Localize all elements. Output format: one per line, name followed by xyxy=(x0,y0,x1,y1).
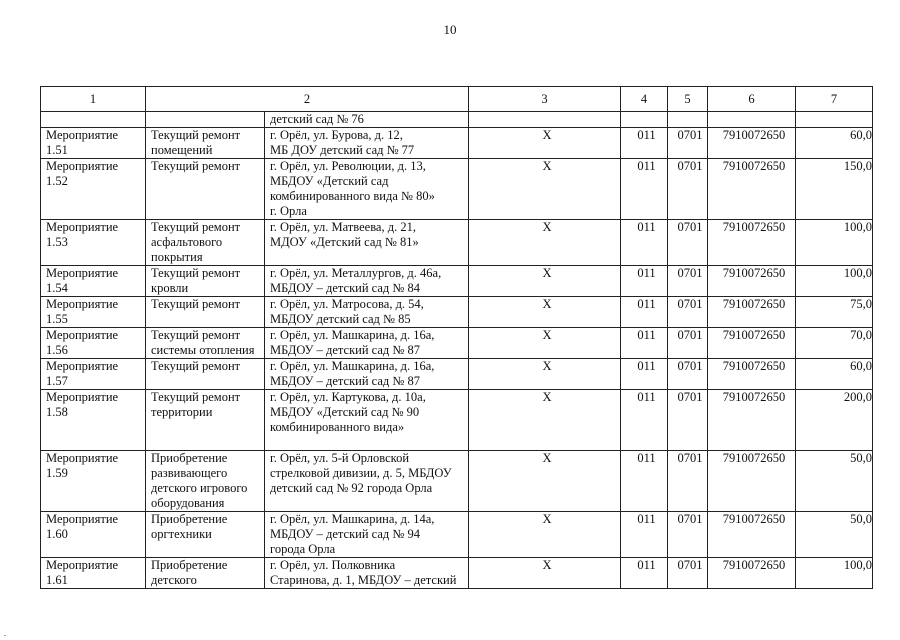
column-number: 7 xyxy=(796,87,873,112)
column-5-cell: 0701 xyxy=(668,359,708,390)
column-4-cell: 011 xyxy=(621,390,668,451)
address-line: МБДОУ – детский сад № 94 xyxy=(270,527,420,541)
work-type-cell xyxy=(146,128,265,159)
event-label-line: Мероприятие xyxy=(46,220,119,234)
column-5-cell: 0701 xyxy=(668,159,708,220)
address-cell xyxy=(265,112,469,128)
work-type-line: территории xyxy=(151,405,213,419)
amount-cell: 60,0 xyxy=(796,128,873,159)
table-row xyxy=(41,328,873,359)
column-6-cell: 7910072650 xyxy=(708,451,796,512)
column-6-cell: 7910072650 xyxy=(708,390,796,451)
column-4-cell: 011 xyxy=(621,558,668,589)
work-type-line: Текущий ремонт xyxy=(151,359,241,373)
event-label-line: 1.55 xyxy=(46,312,68,326)
column-3-cell: X xyxy=(469,128,621,159)
work-type-cell xyxy=(146,297,265,328)
column-6-cell: 7910072650 xyxy=(708,359,796,390)
address-line: города Орла xyxy=(270,542,336,556)
address-line: стрелковой дивизии, д. 5, МБДОУ xyxy=(270,466,452,480)
work-type-line: детского xyxy=(151,573,197,587)
work-type-line: покрытия xyxy=(151,250,203,264)
column-3-cell: X xyxy=(469,159,621,220)
address-cell xyxy=(265,220,469,266)
event-label-line: 1.61 xyxy=(46,573,68,587)
continuation-row xyxy=(41,112,873,128)
amount-cell: 100,0 xyxy=(796,266,873,297)
column-4-cell: 011 xyxy=(621,359,668,390)
table-body xyxy=(41,112,873,589)
amount-cell xyxy=(796,112,873,128)
column-5-cell: 0701 xyxy=(668,512,708,558)
column-6-cell: 7910072650 xyxy=(708,128,796,159)
work-type-cell xyxy=(146,390,265,451)
column-3-cell: X xyxy=(469,297,621,328)
address-line: МБДОУ – детский сад № 84 xyxy=(270,281,420,295)
event-label-line: Мероприятие xyxy=(46,390,119,404)
work-type-line: детского игрового xyxy=(151,481,248,495)
address-line: детский сад № 92 города Орла xyxy=(270,481,433,495)
column-3-cell: X xyxy=(469,512,621,558)
address-line: г. Орёл, ул. Машкарина, д. 14а, xyxy=(270,512,435,526)
column-6-cell: 7910072650 xyxy=(708,558,796,589)
work-type-line: Приобретение xyxy=(151,558,228,572)
event-number-cell xyxy=(41,451,146,512)
amount-cell: 200,0 xyxy=(796,390,873,451)
work-type-line: кровли xyxy=(151,281,189,295)
column-4-cell: 011 xyxy=(621,266,668,297)
work-type-cell xyxy=(146,512,265,558)
column-number: 4 xyxy=(621,87,668,112)
address-cell xyxy=(265,328,469,359)
work-type-cell xyxy=(146,159,265,220)
work-type-cell xyxy=(146,220,265,266)
address-cell xyxy=(265,159,469,220)
column-number: 3 xyxy=(469,87,621,112)
column-number: 1 xyxy=(41,87,146,112)
work-type-cell xyxy=(146,112,265,128)
address-line xyxy=(270,435,468,450)
address-line: МБДОУ – детский сад № 87 xyxy=(270,343,420,357)
work-type-cell xyxy=(146,558,265,589)
column-4-cell: 011 xyxy=(621,512,668,558)
event-label-line: 1.52 xyxy=(46,174,68,188)
table-row xyxy=(41,390,873,451)
event-number-cell xyxy=(41,220,146,266)
work-type-cell xyxy=(146,451,265,512)
column-3-cell: X xyxy=(469,266,621,297)
event-label-line: 1.57 xyxy=(46,374,68,388)
address-line: МБДОУ детский сад № 85 xyxy=(270,312,411,326)
address-line: г. Орёл, ул. Бурова, д. 12, xyxy=(270,128,403,142)
column-number: 5 xyxy=(668,87,708,112)
address-cell xyxy=(265,128,469,159)
event-label-line: Мероприятие xyxy=(46,159,119,173)
work-type-line: Текущий ремонт xyxy=(151,220,241,234)
column-5-cell: 0701 xyxy=(668,220,708,266)
column-3-cell: X xyxy=(469,390,621,451)
amount-cell: 50,0 xyxy=(796,451,873,512)
table-row xyxy=(41,220,873,266)
address-cell xyxy=(265,390,469,451)
event-number-cell xyxy=(41,112,146,128)
address-line: МДОУ «Детский сад № 81» xyxy=(270,235,419,249)
table-row xyxy=(41,266,873,297)
work-type-line: Текущий ремонт xyxy=(151,128,241,142)
event-label-line: Мероприятие xyxy=(46,558,119,572)
work-type-line: Приобретение xyxy=(151,451,228,465)
address-line: г. Орёл, ул. Картукова, д. 10а, xyxy=(270,390,426,404)
table-row xyxy=(41,359,873,390)
amount-cell: 60,0 xyxy=(796,359,873,390)
amount-cell: 150,0 xyxy=(796,159,873,220)
column-number-row xyxy=(41,87,873,112)
column-3-cell: X xyxy=(469,328,621,359)
address-line: г. Орёл, ул. Полковника xyxy=(270,558,396,572)
address-line: г. Орла xyxy=(270,204,307,218)
address-cell xyxy=(265,558,469,589)
address-line: г. Орёл, ул. Машкарина, д. 16а, xyxy=(270,328,435,342)
column-3-cell: X xyxy=(469,220,621,266)
column-5-cell xyxy=(668,112,708,128)
work-type-line: Текущий ремонт xyxy=(151,266,241,280)
event-number-cell xyxy=(41,558,146,589)
column-4-cell: 011 xyxy=(621,159,668,220)
column-4-cell: 011 xyxy=(621,297,668,328)
event-label-line: Мероприятие xyxy=(46,359,119,373)
table-row xyxy=(41,297,873,328)
column-5-cell: 0701 xyxy=(668,266,708,297)
address-line: МБ ДОУ детский сад № 77 xyxy=(270,143,415,157)
event-label-line: Мероприятие xyxy=(46,128,119,142)
event-number-cell xyxy=(41,512,146,558)
work-type-cell xyxy=(146,328,265,359)
column-4-cell: 011 xyxy=(621,128,668,159)
event-label-line: 1.58 xyxy=(46,405,68,419)
work-type-line: Текущий ремонт xyxy=(151,328,241,342)
address-cell xyxy=(265,451,469,512)
event-number-cell xyxy=(41,328,146,359)
column-6-cell: 7910072650 xyxy=(708,297,796,328)
table-row xyxy=(41,512,873,558)
margin-mark: . xyxy=(4,629,6,638)
work-type-cell xyxy=(146,359,265,390)
table-row xyxy=(41,558,873,589)
address-line: г. Орёл, ул. Матвеева, д. 21, xyxy=(270,220,416,234)
event-label-line: 1.54 xyxy=(46,281,68,295)
event-label-line: Мероприятие xyxy=(46,451,119,465)
work-type-line: системы отопления xyxy=(151,343,255,357)
amount-cell: 70,0 xyxy=(796,328,873,359)
address-line: г. Орёл, ул. Машкарина, д. 16а, xyxy=(270,359,435,373)
work-type-line: Приобретение xyxy=(151,512,228,526)
amount-cell: 100,0 xyxy=(796,558,873,589)
work-type-line: Текущий ремонт xyxy=(151,159,241,173)
event-number-cell xyxy=(41,390,146,451)
table-row xyxy=(41,159,873,220)
address-line: МБДОУ – детский сад № 87 xyxy=(270,374,420,388)
work-type-line: развивающего xyxy=(151,466,228,480)
column-5-cell: 0701 xyxy=(668,451,708,512)
address-line: г. Орёл, ул. 5-й Орловской xyxy=(270,451,410,465)
address-line: г. Орёл, ул. Революции, д. 13, xyxy=(270,159,426,173)
event-label-line: 1.51 xyxy=(46,143,68,157)
address-line: МБДОУ «Детский сад № 90 xyxy=(270,405,420,419)
event-label-line: Мероприятие xyxy=(46,328,119,342)
address-line: комбинированного вида» xyxy=(270,420,405,434)
budget-table xyxy=(40,86,873,589)
address-cell xyxy=(265,297,469,328)
work-type-line: помещений xyxy=(151,143,213,157)
event-number-cell xyxy=(41,359,146,390)
address-line: г. Орёл, ул. Матросова, д. 54, xyxy=(270,297,424,311)
work-type-line: оргтехники xyxy=(151,527,212,541)
amount-cell: 100,0 xyxy=(796,220,873,266)
column-3-cell: X xyxy=(469,451,621,512)
work-type-line: Текущий ремонт xyxy=(151,390,241,404)
event-number-cell xyxy=(41,128,146,159)
column-6-cell: 7910072650 xyxy=(708,220,796,266)
event-number-cell xyxy=(41,159,146,220)
event-number-cell xyxy=(41,266,146,297)
event-label-line: 1.56 xyxy=(46,343,68,357)
column-4-cell: 011 xyxy=(621,451,668,512)
event-label-line: 1.59 xyxy=(46,466,68,480)
work-type-cell xyxy=(146,266,265,297)
event-label-line: 1.53 xyxy=(46,235,68,249)
address-cell xyxy=(265,266,469,297)
column-5-cell: 0701 xyxy=(668,558,708,589)
column-4-cell: 011 xyxy=(621,328,668,359)
column-number: 6 xyxy=(708,87,796,112)
page-number: 10 xyxy=(443,22,457,37)
column-5-cell: 0701 xyxy=(668,128,708,159)
column-5-cell: 0701 xyxy=(668,297,708,328)
table-row xyxy=(41,128,873,159)
work-type-line: оборудования xyxy=(151,496,225,510)
column-4-cell: 011 xyxy=(621,220,668,266)
amount-cell: 50,0 xyxy=(796,512,873,558)
address-line: Старинова, д. 1, МБДОУ – детский xyxy=(270,573,457,587)
column-number: 2 xyxy=(146,87,469,112)
event-label-line: Мероприятие xyxy=(46,512,119,526)
address-cell xyxy=(265,359,469,390)
address-line: г. Орёл, ул. Металлургов, д. 46а, xyxy=(270,266,442,280)
work-type-line: Текущий ремонт xyxy=(151,297,241,311)
column-3-cell: X xyxy=(469,558,621,589)
column-6-cell: 7910072650 xyxy=(708,159,796,220)
address-line: детский сад № 76 xyxy=(270,112,364,126)
event-label-line: Мероприятие xyxy=(46,297,119,311)
column-3-cell xyxy=(469,112,621,128)
address-cell xyxy=(265,512,469,558)
address-line: МБДОУ «Детский сад xyxy=(270,174,389,188)
column-6-cell: 7910072650 xyxy=(708,512,796,558)
column-6-cell: 7910072650 xyxy=(708,266,796,297)
column-6-cell xyxy=(708,112,796,128)
event-number-cell xyxy=(41,297,146,328)
event-label-line: 1.60 xyxy=(46,527,68,541)
column-5-cell: 0701 xyxy=(668,328,708,359)
address-line: комбинированного вида № 80» xyxy=(270,189,435,203)
event-label-line: Мероприятие xyxy=(46,266,119,280)
work-type-line: асфальтового xyxy=(151,235,223,249)
column-5-cell: 0701 xyxy=(668,390,708,451)
column-3-cell: X xyxy=(469,359,621,390)
amount-cell: 75,0 xyxy=(796,297,873,328)
column-4-cell xyxy=(621,112,668,128)
table-row xyxy=(41,451,873,512)
column-6-cell: 7910072650 xyxy=(708,328,796,359)
